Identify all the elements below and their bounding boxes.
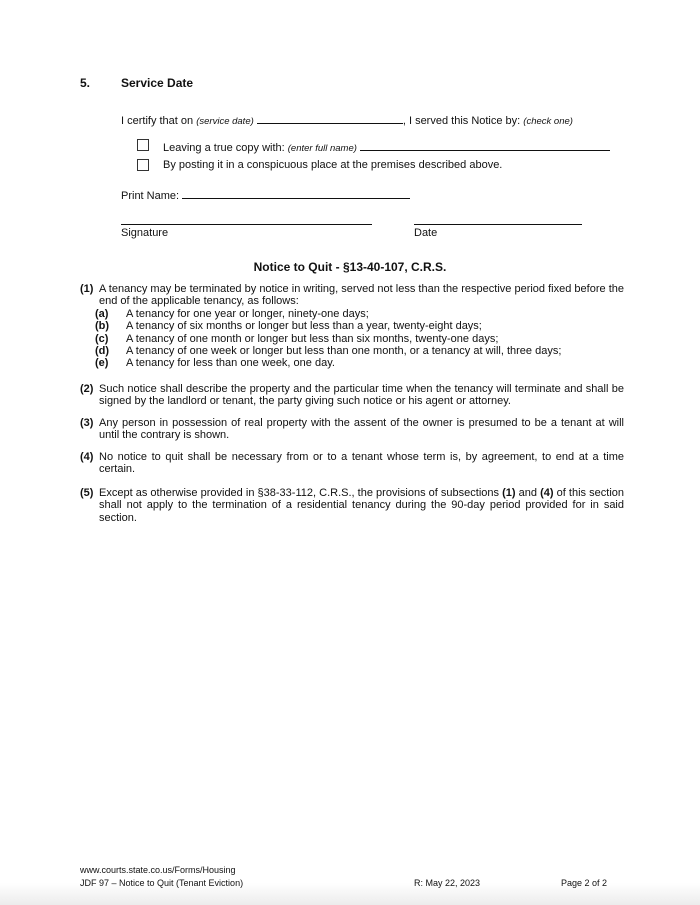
- item-text: A tenancy for less than one week, one day.: [126, 357, 335, 370]
- item-text: A tenancy of six months or longer but less than a year, twenty-eight days;: [126, 320, 482, 333]
- print-name-field[interactable]: [182, 187, 410, 199]
- text-part: of this section shall not apply to the termination of a residential tenancy during the 90-day period provided for in said section.: [99, 487, 624, 524]
- notice-title: Notice to Quit - §13-40-107, C.R.S.: [253, 260, 447, 274]
- subsection-ref: (4): [540, 487, 554, 499]
- signature-label: Signature: [121, 227, 169, 239]
- paragraph-2: [80, 383, 624, 408]
- paragraph-text: A tenancy may be terminated by notice in writing, served not less than the respective period fixed before the end of the applicable tenancy, as follows:: [99, 283, 624, 308]
- full-name-field[interactable]: [360, 139, 610, 151]
- certify-line: [121, 112, 573, 127]
- paragraph-1: [80, 283, 624, 370]
- list-item: [95, 345, 624, 357]
- paragraph-3: [80, 417, 624, 442]
- list-item: [95, 333, 624, 345]
- paragraph-number: (3): [80, 417, 94, 429]
- signature-line[interactable]: [121, 224, 372, 225]
- footer-form: JDF 97 – Notice to Quit (Tenant Eviction): [80, 878, 244, 888]
- item-letter: (c): [95, 332, 109, 345]
- section-number: 5.: [80, 76, 91, 90]
- posting-checkbox[interactable]: [137, 159, 149, 171]
- item-letter: (e): [95, 357, 109, 370]
- text-part: Except as otherwise provided in §38-33-112, C.R.S., the provisions of subsections: [99, 487, 503, 499]
- print-name-label: Print Name:: [121, 190, 180, 202]
- paragraph-number: (2): [80, 383, 94, 395]
- paragraph-5: [80, 487, 624, 524]
- date-line[interactable]: [414, 224, 582, 225]
- subsection-ref: (1): [502, 487, 516, 499]
- footer-page: Page 2 of 2: [561, 878, 608, 888]
- check-one-hint: (check one): [523, 116, 573, 127]
- true-copy-label: Leaving a true copy with:: [163, 142, 285, 154]
- item-letter: (d): [95, 345, 110, 358]
- certify-prefix: I certify that on: [121, 115, 194, 127]
- full-name-hint: (enter full name): [287, 143, 357, 154]
- footer-revised: R: May 22, 2023: [414, 878, 481, 888]
- item-letter: (b): [95, 320, 110, 333]
- item-text: A tenancy for one year or longer, ninety-one days;: [126, 307, 369, 320]
- paragraph-text: [99, 487, 624, 524]
- service-date-field[interactable]: [257, 112, 403, 124]
- date-label: Date: [414, 227, 438, 239]
- item-letter: (a): [95, 307, 109, 320]
- paragraph-text: No notice to quit shall be necessary from or to a tenant whose term is, by agreement, to end at a time certain.: [99, 451, 624, 476]
- paragraph-number: (5): [80, 487, 94, 499]
- paragraph-text: Such notice shall describe the property and the particular time when the tenancy will terminate and shall be signed by the landlord or tenant, the party giving such notice or his agent or attorney.: [99, 383, 624, 408]
- option-true-copy: [163, 139, 610, 154]
- section-title: Service Date: [121, 76, 194, 90]
- paragraph-number: (1): [80, 283, 94, 295]
- item-text: A tenancy of one week or longer but less than one month, or a tenancy at will, three days;: [126, 345, 562, 358]
- posting-label: By posting it in a conspicuous place at the premises described above.: [163, 159, 503, 171]
- list-item: [95, 308, 624, 320]
- print-name-row: [121, 187, 410, 202]
- item-text: A tenancy of one month or longer but less than six months, twenty-one days;: [126, 332, 499, 345]
- true-copy-checkbox[interactable]: [137, 139, 149, 151]
- service-date-hint: (service date): [196, 116, 254, 127]
- footer-url: www.courts.state.co.us/Forms/Housing: [80, 865, 236, 875]
- list-item: [95, 320, 624, 332]
- list-item: [95, 357, 624, 369]
- paragraph-text: Any person in possession of real property with the assent of the owner is presumed to be a tenant at will until the contrary is shown.: [99, 417, 624, 442]
- paragraph-4: [80, 451, 624, 476]
- certify-middle: , I served this Notice by:: [402, 115, 521, 127]
- paragraph-number: (4): [80, 451, 94, 463]
- text-part: and: [515, 487, 541, 499]
